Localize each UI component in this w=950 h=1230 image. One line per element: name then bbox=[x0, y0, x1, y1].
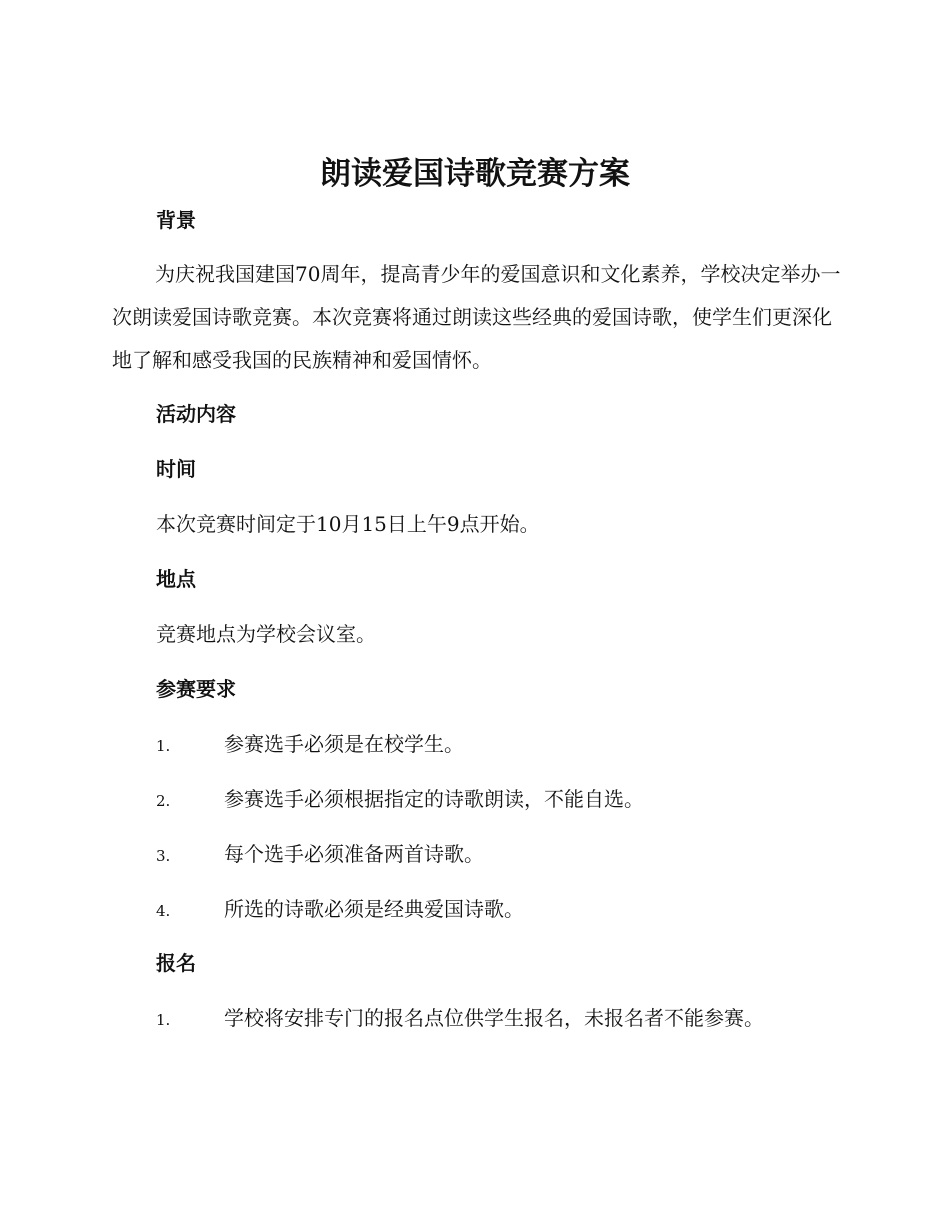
list-text: 每个选手必须准备两首诗歌。 bbox=[224, 842, 484, 866]
section-heading-activity: 活动内容 bbox=[156, 402, 236, 426]
subsection-heading-location: 地点 bbox=[156, 567, 196, 591]
section-heading-background: 背景 bbox=[156, 208, 196, 232]
list-number: 1. bbox=[156, 737, 171, 755]
list-number: 2. bbox=[156, 792, 171, 810]
time-text: 本次竞赛时间定于10月15日上午9点开始。 bbox=[156, 512, 540, 536]
list-text: 所选的诗歌必须是经典爱国诗歌。 bbox=[224, 897, 524, 921]
list-number: 1. bbox=[156, 1011, 171, 1029]
background-paragraph: 为庆祝我国建国70周年，提高青少年的爱国意识和文化素养，学校决定举办一次朗读爱国诗歌竞赛。本次竞赛将通过朗读这些经典的爱国诗歌，使学生们更深化地了解和感受我国的民族精神和爱国情怀。 bbox=[112, 262, 841, 372]
list-number: 4. bbox=[156, 902, 171, 920]
document-title: 朗读爱国诗歌竞赛方案 bbox=[320, 156, 630, 192]
location-text: 竞赛地点为学校会议室。 bbox=[156, 622, 376, 646]
section-heading-requirements: 参赛要求 bbox=[156, 677, 236, 701]
section-heading-registration: 报名 bbox=[156, 951, 196, 975]
list-text: 参赛选手必须是在校学生。 bbox=[224, 732, 464, 756]
subsection-heading-time: 时间 bbox=[156, 457, 196, 481]
list-number: 3. bbox=[156, 847, 171, 865]
list-text: 参赛选手必须根据指定的诗歌朗读，不能自选。 bbox=[224, 787, 644, 811]
list-text: 学校将安排专门的报名点位供学生报名，未报名者不能参赛。 bbox=[224, 1006, 764, 1030]
